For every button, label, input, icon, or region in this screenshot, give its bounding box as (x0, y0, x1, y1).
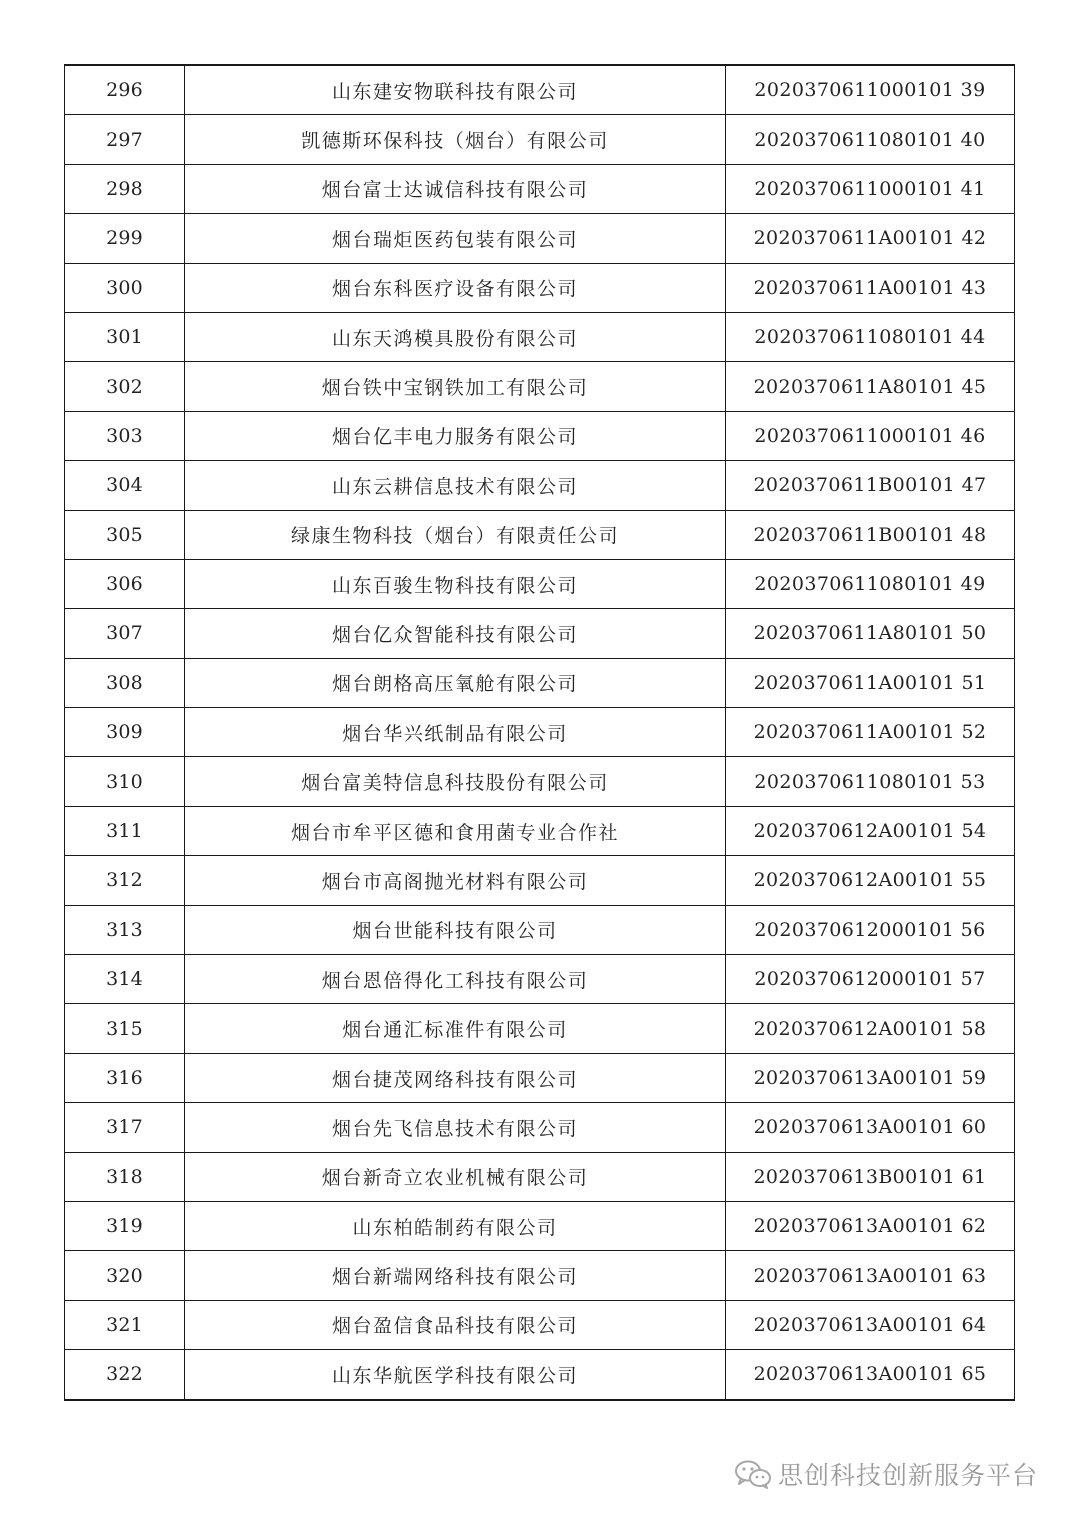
table-row (65, 1103, 1015, 1152)
company-name: 烟台富美特信息科技股份有限公司 (185, 757, 726, 806)
registration-code: 2020370611080101 40 (726, 115, 1015, 164)
table-row (65, 214, 1015, 263)
watermark-text: 思创科技创新服务平台 (778, 1461, 1039, 1490)
registration-code: 2020370611000101 41 (726, 164, 1015, 213)
registration-code: 2020370611B00101 48 (726, 510, 1015, 559)
company-registry-table (64, 64, 1015, 1401)
company-name: 山东建安物联科技有限公司 (185, 65, 726, 115)
row-number: 296 (65, 65, 185, 115)
registration-code: 2020370612000101 56 (726, 905, 1015, 954)
registration-code: 2020370613A00101 59 (726, 1053, 1015, 1102)
company-name: 烟台东科医疗设备有限公司 (185, 263, 726, 312)
row-number: 303 (65, 411, 185, 460)
table-row (65, 757, 1015, 806)
company-name: 烟台盈信食品科技有限公司 (185, 1300, 726, 1349)
registration-code: 2020370611000101 39 (726, 65, 1015, 115)
registration-code: 2020370611080101 53 (726, 757, 1015, 806)
row-number: 300 (65, 263, 185, 312)
table-row (65, 1251, 1015, 1300)
registration-code: 2020370611B00101 47 (726, 461, 1015, 510)
row-number: 302 (65, 362, 185, 411)
table-row (65, 1201, 1015, 1250)
registration-code: 2020370611000101 46 (726, 411, 1015, 460)
row-number: 319 (65, 1201, 185, 1250)
table-row (65, 263, 1015, 312)
row-number: 318 (65, 1152, 185, 1201)
row-number: 320 (65, 1251, 185, 1300)
registration-code: 2020370611A80101 50 (726, 609, 1015, 658)
table-row (65, 658, 1015, 707)
table-row (65, 609, 1015, 658)
wechat-watermark (734, 1458, 1038, 1490)
company-name: 烟台世能科技有限公司 (185, 905, 726, 954)
table-row (65, 1300, 1015, 1349)
table-row (65, 1053, 1015, 1102)
company-name: 烟台新端网络科技有限公司 (185, 1251, 726, 1300)
row-number: 322 (65, 1350, 185, 1400)
company-name: 烟台瑞炬医药包装有限公司 (185, 214, 726, 263)
registration-code: 2020370611A00101 42 (726, 214, 1015, 263)
company-name: 山东柏皓制药有限公司 (185, 1201, 726, 1250)
table-row (65, 510, 1015, 559)
row-number: 310 (65, 757, 185, 806)
company-name: 烟台新奇立农业机械有限公司 (185, 1152, 726, 1201)
registration-code: 2020370611A00101 52 (726, 708, 1015, 757)
table-body (65, 65, 1015, 1400)
company-name: 烟台朗格高压氧舱有限公司 (185, 658, 726, 707)
company-name: 烟台恩倍得化工科技有限公司 (185, 955, 726, 1004)
row-number: 312 (65, 856, 185, 905)
company-name: 烟台捷茂网络科技有限公司 (185, 1053, 726, 1102)
registration-code: 2020370611A80101 45 (726, 362, 1015, 411)
row-number: 311 (65, 806, 185, 855)
company-name: 烟台先飞信息技术有限公司 (185, 1103, 726, 1152)
row-number: 314 (65, 955, 185, 1004)
registration-code: 2020370611080101 49 (726, 559, 1015, 608)
row-number: 297 (65, 115, 185, 164)
row-number: 315 (65, 1004, 185, 1053)
registration-code: 2020370613A00101 65 (726, 1350, 1015, 1400)
company-name: 山东百骏生物科技有限公司 (185, 559, 726, 608)
row-number: 299 (65, 214, 185, 263)
row-number: 309 (65, 708, 185, 757)
table-row (65, 1152, 1015, 1201)
company-name: 烟台铁中宝钢铁加工有限公司 (185, 362, 726, 411)
registration-code: 2020370613A00101 62 (726, 1201, 1015, 1250)
company-name: 烟台华兴纸制品有限公司 (185, 708, 726, 757)
registration-code: 2020370611080101 44 (726, 312, 1015, 361)
company-name: 山东云耕信息技术有限公司 (185, 461, 726, 510)
row-number: 305 (65, 510, 185, 559)
row-number: 298 (65, 164, 185, 213)
registration-code: 2020370613A00101 64 (726, 1300, 1015, 1349)
row-number: 313 (65, 905, 185, 954)
registration-code: 2020370613A00101 63 (726, 1251, 1015, 1300)
table-row (65, 1350, 1015, 1400)
row-number: 307 (65, 609, 185, 658)
registration-code: 2020370612000101 57 (726, 955, 1015, 1004)
row-number: 317 (65, 1103, 185, 1152)
registration-code: 2020370611A00101 51 (726, 658, 1015, 707)
row-number: 321 (65, 1300, 185, 1349)
company-name: 烟台富士达诚信科技有限公司 (185, 164, 726, 213)
row-number: 301 (65, 312, 185, 361)
table-row (65, 856, 1015, 905)
table-row (65, 65, 1015, 115)
company-name: 烟台市高阁抛光材料有限公司 (185, 856, 726, 905)
registration-code: 2020370612A00101 58 (726, 1004, 1015, 1053)
wechat-icon (734, 1459, 772, 1489)
registration-code: 2020370613B00101 61 (726, 1152, 1015, 1201)
registration-code: 2020370611A00101 43 (726, 263, 1015, 312)
company-name: 山东天鸿模具股份有限公司 (185, 312, 726, 361)
company-name: 凯德斯环保科技（烟台）有限公司 (185, 115, 726, 164)
registration-code: 2020370612A00101 54 (726, 806, 1015, 855)
table-row (65, 708, 1015, 757)
company-name: 烟台亿丰电力服务有限公司 (185, 411, 726, 460)
row-number: 304 (65, 461, 185, 510)
table-row (65, 312, 1015, 361)
company-name: 绿康生物科技（烟台）有限责任公司 (185, 510, 726, 559)
table-row (65, 955, 1015, 1004)
row-number: 306 (65, 559, 185, 608)
company-name: 山东华航医学科技有限公司 (185, 1350, 726, 1400)
table-row (65, 559, 1015, 608)
company-name: 烟台亿众智能科技有限公司 (185, 609, 726, 658)
table-row (65, 905, 1015, 954)
company-name: 烟台市牟平区德和食用菌专业合作社 (185, 806, 726, 855)
table-row (65, 1004, 1015, 1053)
table-row (65, 115, 1015, 164)
row-number: 316 (65, 1053, 185, 1102)
row-number: 308 (65, 658, 185, 707)
table-row (65, 164, 1015, 213)
registration-code: 2020370613A00101 60 (726, 1103, 1015, 1152)
company-name: 烟台通汇标准件有限公司 (185, 1004, 726, 1053)
table-row (65, 362, 1015, 411)
table-row (65, 411, 1015, 460)
table-row (65, 461, 1015, 510)
table-row (65, 806, 1015, 855)
registration-code: 2020370612A00101 55 (726, 856, 1015, 905)
